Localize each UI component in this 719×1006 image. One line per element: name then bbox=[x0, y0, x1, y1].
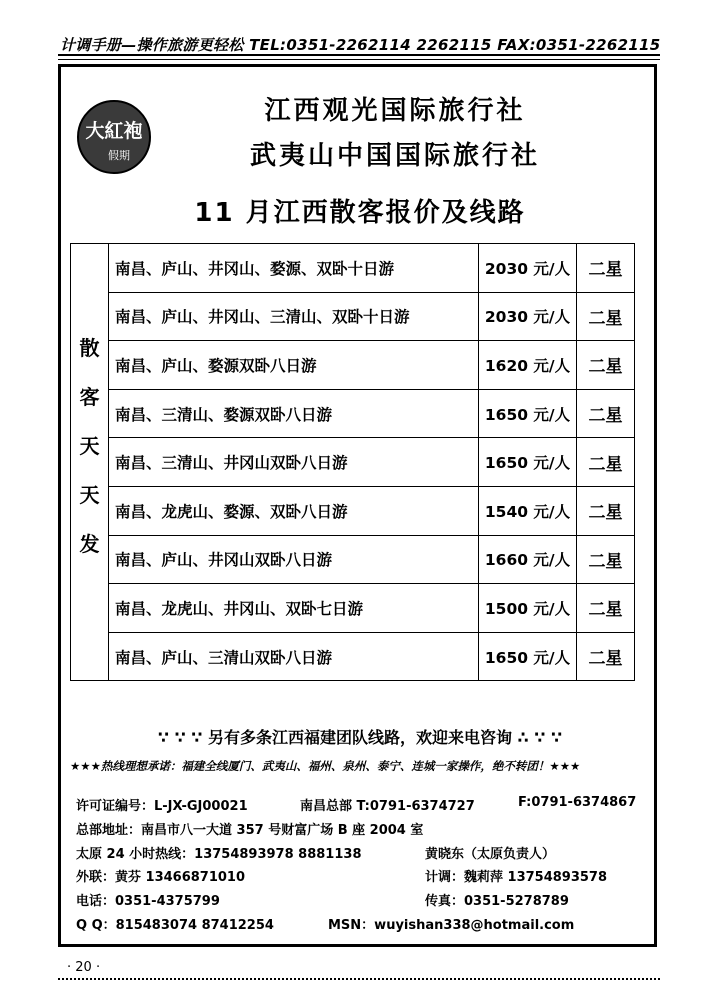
hotel-star-rating: 二星 bbox=[577, 389, 635, 438]
planner-contact: 计调：魏莉萍 13754893578 bbox=[425, 870, 608, 885]
route-price: 1650 元/人 bbox=[479, 438, 577, 487]
brand-logo bbox=[77, 100, 151, 174]
header-divider bbox=[58, 54, 660, 60]
side-label-char: 天 bbox=[79, 483, 100, 507]
hotel-star-rating: 二星 bbox=[577, 341, 635, 390]
route-name: 南昌、三清山、婺源双卧八日游 bbox=[109, 389, 479, 438]
table-row bbox=[71, 632, 635, 681]
hq-fax: F:0791-6374867 bbox=[518, 795, 637, 810]
agency-title-2: 武夷山中国国际旅行社 bbox=[249, 141, 540, 171]
route-price: 1650 元/人 bbox=[479, 389, 577, 438]
logo-main-text: 大紅袍 bbox=[85, 120, 143, 142]
page-subtitle: 11 月江西散客报价及线路 bbox=[194, 198, 526, 228]
table-row bbox=[71, 584, 635, 633]
table-row bbox=[71, 389, 635, 438]
route-name: 南昌、龙虎山、井冈山、双卧七日游 bbox=[109, 584, 479, 633]
agency-title-1: 江西观光国际旅行社 bbox=[264, 96, 526, 126]
route-price: 1660 元/人 bbox=[479, 535, 577, 584]
promise-banner: ★★★热线理想承诺：福建全线厦门、武夷山、福州、泉州、泰宁、连城一家操作，绝不转团！★★★ bbox=[70, 759, 581, 773]
route-name: 南昌、庐山、井冈山、三清山、双卧十日游 bbox=[109, 292, 479, 341]
route-name: 南昌、庐山、井冈山双卧八日游 bbox=[109, 535, 479, 584]
side-label-char: 发 bbox=[79, 532, 100, 556]
office-phone: 电话：0351-4375799 bbox=[76, 894, 220, 909]
license-number: 许可证编号：L-JX-GJ00021 bbox=[76, 799, 248, 814]
side-label-char: 客 bbox=[79, 385, 100, 409]
logo-sub-text: 假期 bbox=[108, 149, 130, 162]
route-name: 南昌、庐山、井冈山、婺源、双卧十日游 bbox=[109, 244, 479, 293]
table-row bbox=[71, 341, 635, 390]
hq-phone: 南昌总部 T:0791-6374727 bbox=[300, 799, 475, 814]
route-price: 1540 元/人 bbox=[479, 486, 577, 535]
route-name: 南昌、庐山、三清山双卧八日游 bbox=[109, 632, 479, 681]
hotel-star-rating: 二星 bbox=[577, 244, 635, 293]
table-row bbox=[71, 292, 635, 341]
route-name: 南昌、龙虎山、婺源、双卧八日游 bbox=[109, 486, 479, 535]
hotel-star-rating: 二星 bbox=[577, 632, 635, 681]
table-row bbox=[71, 244, 635, 293]
route-price: 1500 元/人 bbox=[479, 584, 577, 633]
table-row bbox=[71, 535, 635, 584]
hotel-star-rating: 二星 bbox=[577, 486, 635, 535]
side-label-char: 天 bbox=[79, 434, 100, 458]
msn-contact: MSN：wuyishan338@hotmail.com bbox=[328, 918, 575, 933]
table-row bbox=[71, 438, 635, 487]
route-name: 南昌、三清山、井冈山双卧八日游 bbox=[109, 438, 479, 487]
daily-departure-label bbox=[71, 244, 109, 681]
route-name: 南昌、庐山、婺源双卧八日游 bbox=[109, 341, 479, 390]
page-header: 计调手册—操作旅游更轻松 TEL:0351-2262114 2262115 FAX:0351-2262115 bbox=[60, 36, 661, 54]
route-price: 2030 元/人 bbox=[479, 244, 577, 293]
hotel-star-rating: 二星 bbox=[577, 438, 635, 487]
page-number: · 20 · bbox=[67, 960, 101, 975]
taiyuan-manager: 黄晓东（太原负责人） bbox=[425, 847, 556, 862]
footer-divider bbox=[58, 978, 660, 980]
hotel-star-rating: 二星 bbox=[577, 292, 635, 341]
qq-contact: Q Q：815483074 87412254 bbox=[76, 918, 274, 933]
taiyuan-hotline: 太原 24 小时热线：13754893978 8881138 bbox=[76, 847, 362, 862]
table-row bbox=[71, 486, 635, 535]
route-price: 1620 元/人 bbox=[479, 341, 577, 390]
hotel-star-rating: 二星 bbox=[577, 535, 635, 584]
consultation-notice: ∵ ∵ ∵ 另有多条江西福建团队线路，欢迎来电咨询 ∴ ∵ ∵ bbox=[157, 728, 563, 747]
hq-address: 总部地址：南昌市八一大道 357 号财富广场 B 座 2004 室 bbox=[76, 823, 424, 838]
hotel-star-rating: 二星 bbox=[577, 584, 635, 633]
route-price: 2030 元/人 bbox=[479, 292, 577, 341]
side-label-char: 散 bbox=[79, 336, 100, 360]
sales-contact: 外联：黄芬 13466871010 bbox=[76, 870, 246, 885]
route-price-table bbox=[70, 243, 635, 681]
office-fax: 传真：0351-5278789 bbox=[425, 894, 569, 909]
route-price: 1650 元/人 bbox=[479, 632, 577, 681]
